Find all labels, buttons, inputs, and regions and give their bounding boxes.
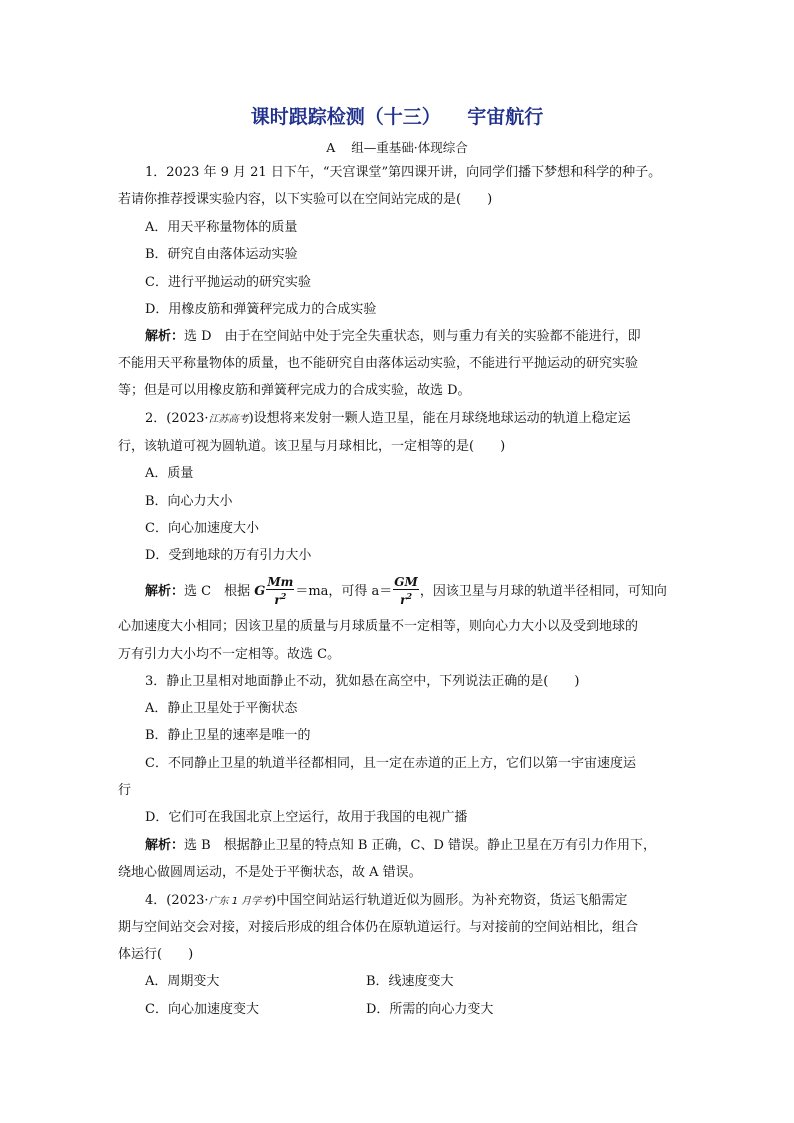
q2-analysis-post: ，因该卫星与月球的轨道半径相同，可知向	[419, 584, 667, 599]
q2-frac2-denominator: $r^2$	[400, 591, 413, 607]
q1-analysis-label: 解析：	[145, 329, 185, 344]
q2-frac2-numerator: GM	[394, 575, 418, 589]
q2-stem-rest: )设想将来发射一颗人造卫星，能在月球绕地球运动的轨道上稳定运	[248, 411, 631, 426]
q3-analysis-line2: 绕地心做圆周运动，不是处于平衡状态，故 A 错误。	[118, 865, 422, 880]
q4-source: 广东 1 月学考	[208, 896, 272, 907]
q2-analysis-line2: 心加速度大小相同；因该卫星的质量与月球质量不一定相等，则向心力大小以及受到地球的	[118, 619, 639, 634]
q2-prefix: 2．(2023·	[145, 411, 209, 426]
q3-stem-line1: 3．静止卫星相对地面静止不动，犹如悬在高空中，下列说法正确的是( )	[145, 674, 580, 689]
q1-stem-line1: 1．2023 年 9 月 21 日下午，“天宫课堂”第四课开讲，向同学们播下梦想和科学的种子。	[145, 165, 662, 180]
q1-stem-line2: 若请你推荐授课实验内容，以下实验可以在空间站完成的是( )	[118, 192, 493, 207]
q3-option-b: B．静止卫星的速率是唯一的	[145, 728, 311, 743]
q1-analysis-line3: 等；但是可以用橡皮筋和弹簧秤完成力的合成实验，故选 D。	[118, 383, 471, 398]
q4-stem-line3: 体运行( )	[118, 947, 194, 962]
q1-option-b: B．研究自由落体运动实验	[145, 247, 298, 262]
q2-analysis-label: 解析：	[145, 584, 185, 599]
q2-frac1-numerator: Mm	[267, 575, 294, 589]
q4-stem-rest: )中国空间站运行轨道近似为圆形。为补充物资，货运飞船需定	[271, 893, 628, 908]
q2-frac1-denominator: $r^2$	[274, 591, 287, 607]
q2-fraction-mm-r2	[266, 576, 294, 607]
q2-analysis-line1	[145, 575, 667, 609]
q3-option-c-line1: C．不同静止卫星的轨道半径都相同，且一定在赤道的正上方，它们以第一宇宙速度运	[145, 756, 636, 771]
q2-stem-line1	[145, 411, 631, 428]
q2-source: 江苏高考	[208, 414, 249, 425]
q3-analysis-text1: 选 B 根据静止卫星的特点知 B 正确，C、D 错误。静止卫星在万有引力作用下，	[184, 838, 657, 853]
q3-option-d: D．它们可在我国北京上空运行，故用于我国的电视广播	[145, 810, 468, 825]
q3-option-a: A．静止卫星处于平衡状态	[145, 701, 298, 716]
q1-analysis-line1	[145, 329, 641, 345]
q1-option-d: D．用橡皮筋和弹簧秤完成力的合成实验	[145, 302, 377, 317]
q4-option-a: A．周期变大	[145, 974, 220, 989]
q3-analysis-label: 解析：	[145, 838, 185, 853]
q3-option-c-line2: 行	[118, 783, 132, 798]
q2-formula-eq: ＝ma，可得 a＝	[295, 584, 393, 599]
q1-analysis-line2: 不能用天平称量物体的质量，也不能研究自由落体运动实验，不能进行平抛运动的研究实验	[118, 356, 639, 371]
q2-option-c: C．向心加速度大小	[145, 521, 259, 536]
q1-option-c: C．进行平抛运动的研究实验	[145, 275, 311, 290]
q3-analysis-line1	[145, 838, 656, 854]
q2-analysis-pre: 选 C 根据	[184, 584, 255, 599]
q2-option-a: A．质量	[145, 466, 194, 481]
q2-option-b: B．向心力大小	[145, 494, 233, 509]
q1-analysis-text1: 选 D 由于在空间站中处于完全失重状态，则与重力有关的实验都不能进行，即	[184, 329, 641, 344]
q2-analysis-line3: 万有引力大小均不一定相等。故选 C。	[118, 647, 341, 662]
q4-stem-line2: 期与空间站交会对接，对接后形成的组合体仍在原轨道运行。与对接前的空间站相比，组合	[118, 920, 639, 935]
q2-option-d: D．受到地球的万有引力大小	[145, 548, 312, 563]
q2-formula-g: G	[254, 584, 266, 599]
q1-option-a: A．用天平称量物体的质量	[145, 220, 298, 235]
q4-prefix: 4．(2023·	[145, 893, 209, 908]
q4-option-d: D．所需的向心力变大	[366, 1002, 494, 1017]
q4-stem-line1	[145, 893, 627, 910]
q4-option-b: B．线速度变大	[366, 974, 454, 989]
section-subtitle: A 组—重基础·体现综合	[326, 140, 468, 155]
q4-option-c: C．向心加速度变大	[145, 1002, 259, 1017]
page-title: 课时跟踪检测（十三） 宇宙航行	[250, 106, 544, 128]
q2-fraction-gm-r2	[393, 576, 419, 607]
q2-stem-line2: 行，该轨道可视为圆轨道。该卫星与月球相比，一定相等的是( )	[118, 439, 506, 454]
